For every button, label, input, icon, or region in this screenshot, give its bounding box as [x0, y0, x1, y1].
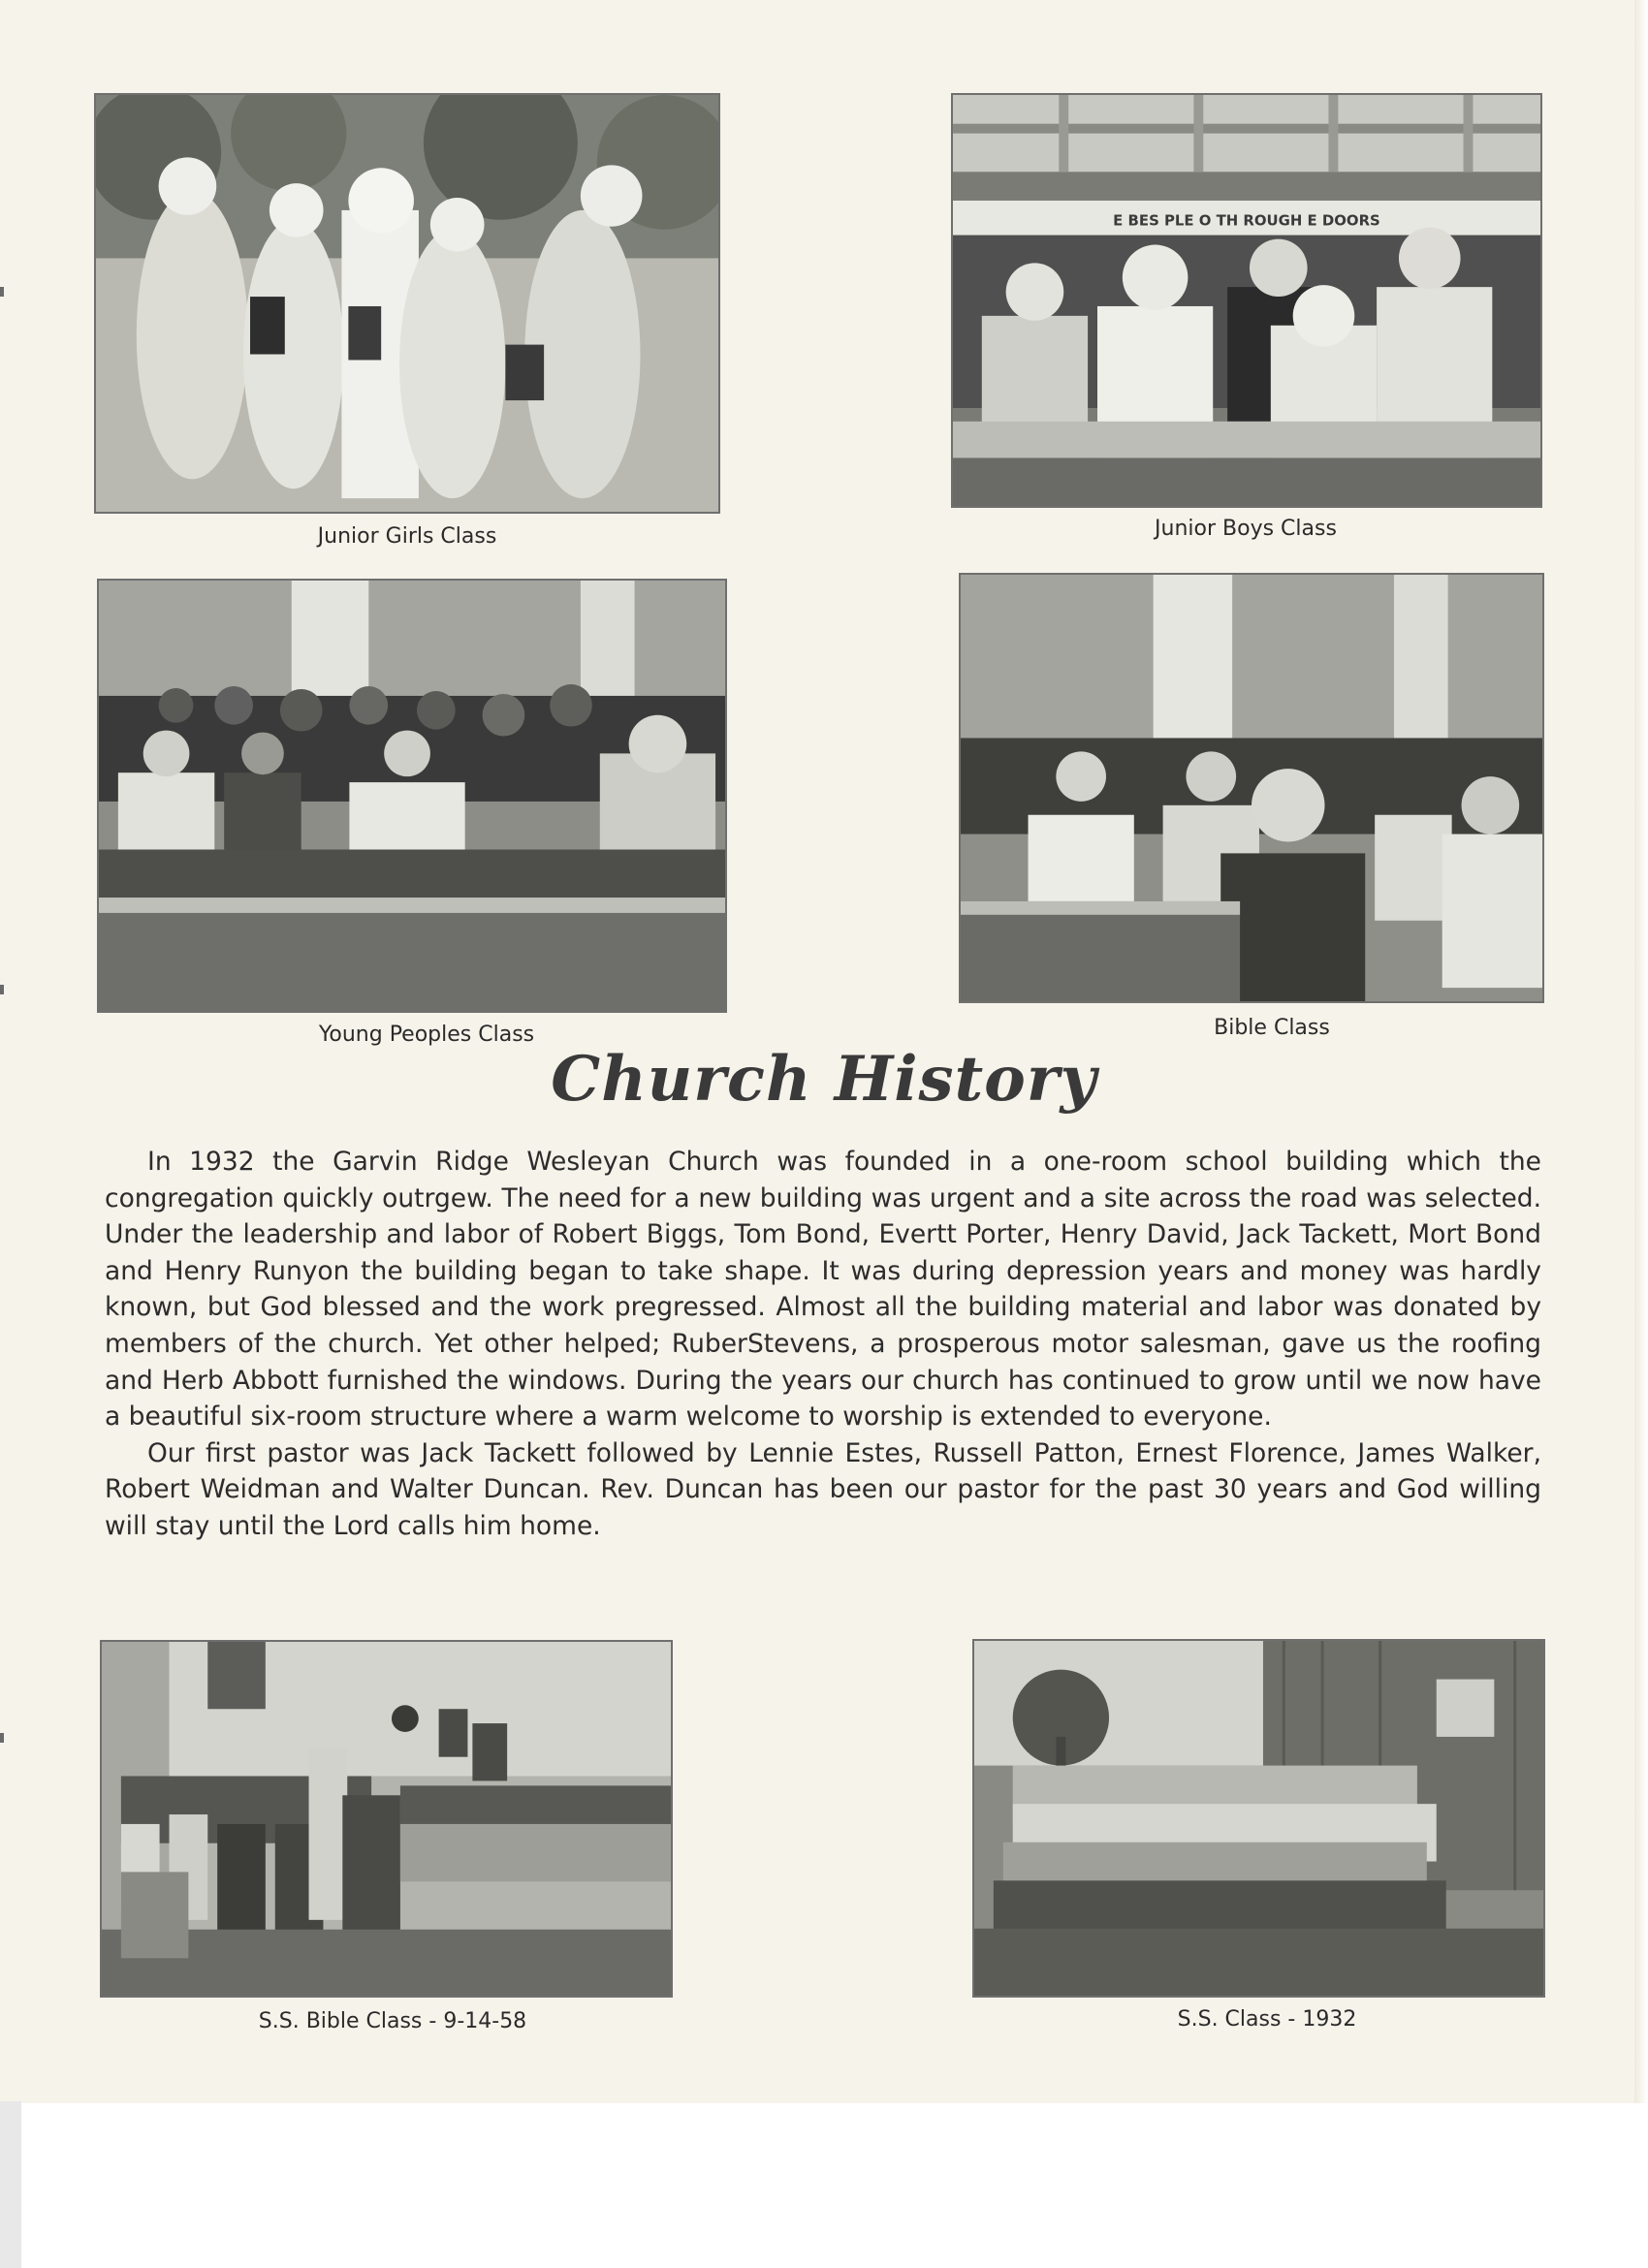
young-peoples-photo [97, 579, 727, 1013]
binder-mark [0, 985, 4, 994]
bible-class-photo [959, 573, 1544, 1003]
ss-bible-class-photo [100, 1640, 673, 1998]
junior-boys-photo [951, 93, 1542, 508]
scan-shadow [0, 2101, 21, 2268]
pastors-paragraph: Our first pastor was Jack Tackett followed by Lennie Estes, Russell Patton, Ernest Florence, James Walker, Robert Weidman and Walter Duncan. Rev. Duncan has been our pastor for the past 30 years and God willing will stay until the Lord calls him home. [105, 1437, 1541, 1541]
church-sign-text: E BES PLE O TH ROUGH E DOORS [1113, 211, 1380, 230]
junior-girls-photo [94, 93, 720, 514]
ss-bible-class-caption: S.S. Bible Class - 9-14-58 [258, 2009, 527, 2033]
binder-mark [0, 1733, 4, 1743]
history-paragraph: In 1932 the Garvin Ridge Wesleyan Church was founded in a one-room school building which the congregation quickly outrgew. The need for a new building was urgent and a site across the road was selected. Under the leadership and labor of Robert Biggs, Tom Bond, Evertt Porter, Henry David, Jack Tackett, Mort Bond and Henry Runyon the building began to take shape. It was during depression years and money was hardly known, but God blessed and the work pregressed. Almost all the building material and labor was donated by members of the church. Yet other helped; RuberStevens, a prosperous motor salesman, gave us the roofing and Herb Abbott furnished the windows. During the years our church has continued to grow until we now have a beautiful six-room structure where a warm welcome to worship is extended to everyone. [105, 1147, 1541, 1433]
young-peoples-caption: Young Peoples Class [318, 1023, 535, 1047]
bible-class-caption: Bible Class [1214, 1016, 1330, 1040]
church-history-text [105, 1144, 1541, 1545]
ss-class-1932-caption: S.S. Class - 1932 [1177, 2007, 1357, 2032]
junior-boys-caption: Junior Boys Class [1155, 517, 1337, 541]
scan-margin [0, 2103, 1648, 2268]
page-title: Church History [551, 1043, 1097, 1116]
binder-mark [0, 287, 4, 297]
junior-girls-caption: Junior Girls Class [317, 524, 497, 549]
ss-class-1932-photo [972, 1639, 1545, 1998]
